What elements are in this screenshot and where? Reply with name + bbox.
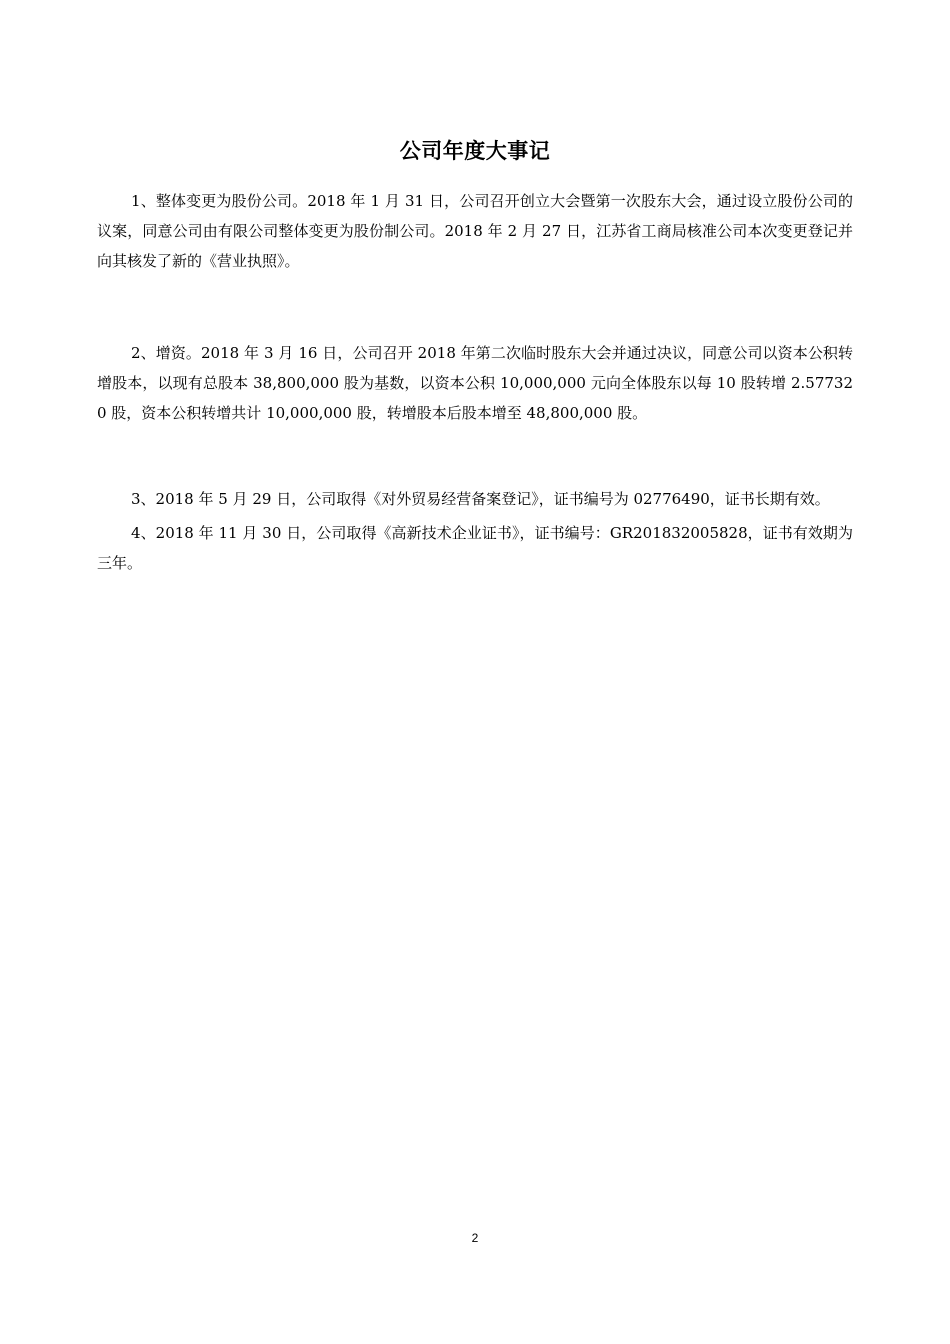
event-paragraph-2: 2、增资。2018 年 3 月 16 日，公司召开 2018 年第二次临时股东大会并通过决议，同意公司以资本公积转增股本，以现有总股本 38,800,000 股为基数，以资本公积 10,000,000 元向全体股东以每 10 股转增 2.577320 股，资本公积转增共计 10,000,000 股，转增股本后股本增至 48,800,000 股。 — [97, 344, 853, 422]
page-number: 2 — [471, 1231, 479, 1245]
page-title: 公司年度大事记 — [399, 139, 551, 163]
event-paragraph-4: 4、2018 年 11 月 30 日，公司取得《高新技术企业证书》，证书编号：GR201832005828，证书有效期为三年。 — [97, 524, 853, 572]
event-paragraph-1: 1、整体变更为股份公司。2018 年 1 月 31 日，公司召开创立大会暨第一次股东大会，通过设立股份公司的议案，同意公司由有限公司整体变更为股份制公司。2018 年 2 月 27 日，江苏省工商局核准公司本次变更登记并向其核发了新的《营业执照》。 — [97, 192, 853, 270]
event-paragraph-3: 3、2018 年 5 月 29 日，公司取得《对外贸易经营备案登记》，证书编号为 02776490，证书长期有效。 — [131, 490, 830, 508]
